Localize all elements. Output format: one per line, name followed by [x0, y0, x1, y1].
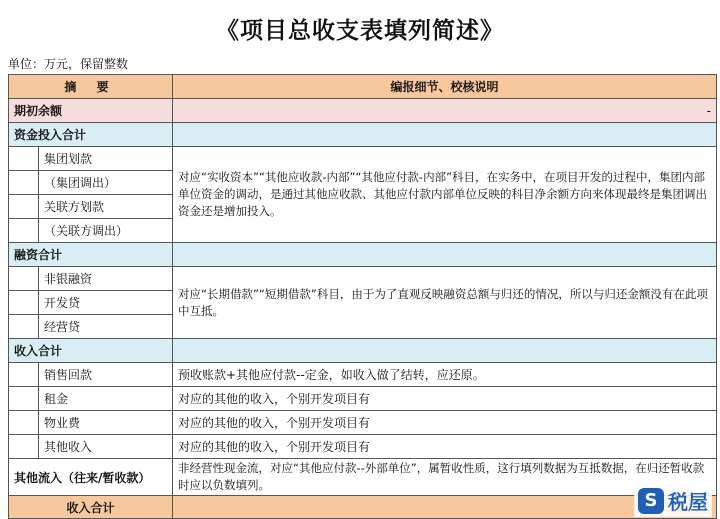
income-note: 对应的其他的收入，个别开发项目有: [173, 387, 717, 411]
income-item: 其他收入: [39, 435, 173, 459]
income-section-label: 收入合计: [9, 339, 173, 363]
total-income-row: [9, 496, 717, 519]
financing-item: 经营贷: [39, 315, 173, 339]
table-row: [9, 435, 717, 459]
indent-cell: [9, 435, 39, 459]
table-row: [9, 267, 717, 291]
capital-section-row: [9, 123, 717, 147]
indent-cell: [9, 315, 39, 339]
financing-section-blank: [173, 243, 717, 267]
indent-cell: [9, 291, 39, 315]
opening-balance-value: -: [706, 103, 711, 118]
report-table: [8, 74, 717, 519]
indent-cell: [9, 147, 39, 171]
watermark-text: 税屋: [668, 490, 708, 514]
capital-item: （集团调出）: [39, 171, 173, 195]
indent-cell: [9, 171, 39, 195]
capital-item: 集团划款: [39, 147, 173, 171]
total-income-label: 收入合计: [9, 496, 173, 519]
table-row: [9, 363, 717, 387]
financing-item: 开发贷: [39, 291, 173, 315]
income-item: 销售回款: [39, 363, 173, 387]
income-section-blank: [173, 339, 717, 363]
capital-item: 关联方划款: [39, 195, 173, 219]
table-row: [9, 147, 717, 171]
capital-section-label: 资金投入合计: [9, 123, 173, 147]
indent-cell: [9, 363, 39, 387]
indent-cell: [9, 219, 39, 243]
table-row: [9, 387, 717, 411]
table-header-row: [9, 75, 717, 99]
unit-note: 单位：万元，保留整数: [8, 57, 129, 71]
other-inflow-label: 其他流入（往来/暂收款）: [9, 459, 173, 496]
income-note: 对应的其他的收入，个别开发项目有: [173, 411, 717, 435]
opening-balance-row: [9, 99, 717, 123]
indent-cell: [9, 411, 39, 435]
financing-note: 对应“长期借款”“短期借款”科目，由于为了直观反映融资总额与归还的情况，所以与归还金额没有在此项中互抵。: [173, 267, 717, 339]
capital-note: 对应“实收资本”“其他应收款-内部”“其他应付款-内部”科目，在实务中，在项目开发的过程中，集团内部单位资金的调动，是通过其他应收款、其他应付款内部单位反映的科目净余额方向来体现最终是集团调出资金还是增加投入。: [173, 147, 717, 243]
financing-item: 非银融资: [39, 267, 173, 291]
other-inflow-row: [9, 459, 717, 496]
income-note: 对应的其他的收入，个别开发项目有: [173, 435, 717, 459]
page-title: 《项目总收支表填列简述》: [216, 18, 504, 44]
opening-balance-label: 期初余额: [9, 99, 173, 123]
capital-section-blank: [173, 123, 717, 147]
financing-section-row: [9, 243, 717, 267]
income-section-row: [9, 339, 717, 363]
indent-cell: [9, 387, 39, 411]
watermark: [634, 484, 712, 517]
income-item: 租金: [39, 387, 173, 411]
header-notes: 编报细节、校核说明: [173, 75, 717, 99]
indent-cell: [9, 267, 39, 291]
watermark-logo-icon: S: [638, 488, 664, 514]
indent-cell: [9, 195, 39, 219]
opening-balance-cell: [173, 99, 717, 123]
header-summary: 摘 要: [9, 75, 173, 99]
financing-section-label: 融资合计: [9, 243, 173, 267]
other-inflow-note: 非经营性现金流，对应“其他应付款--外部单位”，属暂收性质，这行填列数据为互抵数据，在归还暂收款时应以负数填列。: [173, 459, 717, 496]
table-row: [9, 411, 717, 435]
income-item: 物业费: [39, 411, 173, 435]
capital-item: （关联方调出）: [39, 219, 173, 243]
income-note: 预收账款+其他应付款--定金，如收入做了结转，应还原。: [173, 363, 717, 387]
